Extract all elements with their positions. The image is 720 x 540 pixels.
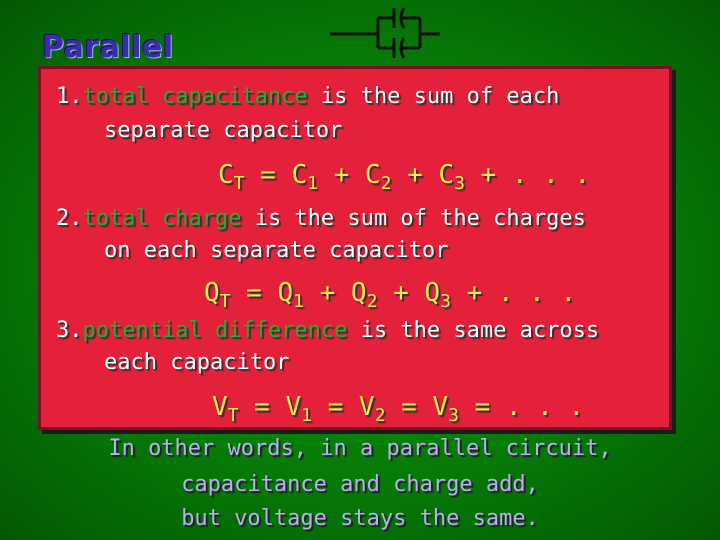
footer-line-3: but voltage stays the same. <box>181 506 539 531</box>
point-3-number: 3. <box>56 318 83 343</box>
footer-line-1: In other words, in a parallel circuit, <box>108 436 612 461</box>
point-3-line-1 <box>56 318 599 343</box>
point-1-number: 1. <box>56 84 83 109</box>
slide-title: Parallel <box>42 30 174 65</box>
point-1-keyword: total capacitance <box>82 84 308 109</box>
point-3-text: is the same across <box>347 318 600 343</box>
point-2-line-1 <box>56 206 586 231</box>
point-2-line-2: on each separate capacitor <box>104 238 449 263</box>
footer-line-2: capacitance and charge add, <box>181 472 539 497</box>
point-3-line-2: each capacitor <box>104 350 290 375</box>
point-1-equation: $C_T = C_1 + C_2 + C_3$ + . . . <box>218 160 591 194</box>
point-2-keyword: total charge <box>82 206 242 231</box>
point-2-number: 2. <box>56 206 83 231</box>
point-3-equation: $V_T = V_1 = V_2 = V_3$ = . . . <box>212 392 585 426</box>
point-2-text: is the sum of the charges <box>241 206 586 231</box>
parallel-capacitor-symbol-icon <box>330 4 440 60</box>
point-2-equation: $Q_T = Q_1 + Q_2 + Q_3$ + . . . <box>204 278 577 312</box>
point-1-line-2: separate capacitor <box>104 118 343 143</box>
point-1-text: is the sum of each <box>307 84 560 109</box>
point-1-line-1 <box>56 84 559 109</box>
point-3-keyword: potential difference <box>82 318 348 343</box>
